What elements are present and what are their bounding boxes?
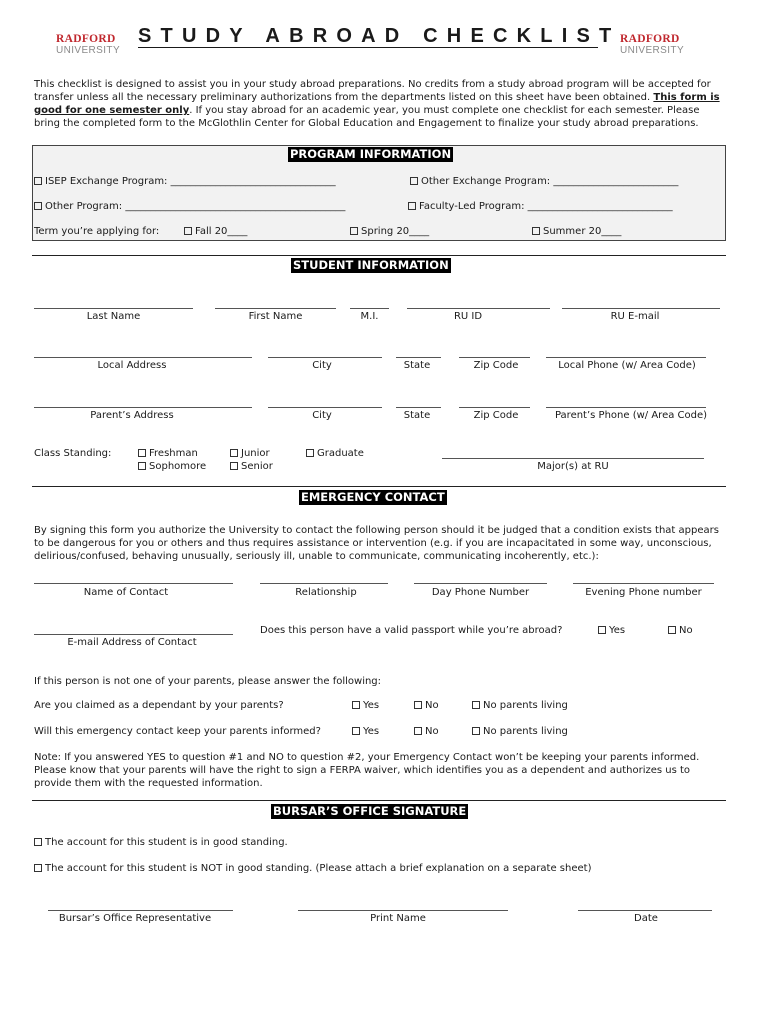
parents-intro: If this person is not one of your parents, please answer the following: xyxy=(34,676,382,687)
class-standing-label: Class Standing: xyxy=(34,448,112,459)
bursar-heading: BURSAR’S OFFICE SIGNATURE xyxy=(273,804,467,818)
no-label: No xyxy=(425,700,439,711)
checkbox-icon[interactable] xyxy=(414,727,422,735)
section-divider xyxy=(32,255,726,256)
fall-label: Fall 20____ xyxy=(195,226,248,237)
term-label: Term you’re applying for: xyxy=(34,226,160,237)
section-divider xyxy=(32,800,726,801)
first-name-label: First Name xyxy=(248,311,303,322)
majors-label: Major(s) at RU xyxy=(537,461,609,472)
logo-line2: UNIVERSITY xyxy=(620,45,685,56)
day-phone-field[interactable] xyxy=(414,583,547,584)
local-phone-field[interactable] xyxy=(546,357,706,358)
first-name-field[interactable] xyxy=(215,308,336,309)
yes-label: Yes xyxy=(363,700,380,711)
passport-question: Does this person have a valid passport while you’re abroad? xyxy=(260,625,563,636)
freshman-option[interactable] xyxy=(138,448,198,460)
state-label: State xyxy=(403,360,431,371)
q1-no-option[interactable] xyxy=(414,700,439,712)
page-title: STUDY ABROAD CHECKLIST xyxy=(138,25,621,47)
mi-label: M.I. xyxy=(360,311,379,322)
checkbox-icon[interactable] xyxy=(34,177,42,185)
isep-label: ISEP Exchange Program: _________________________________ xyxy=(45,176,336,187)
other-program-option[interactable] xyxy=(34,201,345,213)
checkbox-icon[interactable] xyxy=(408,202,416,210)
intro-paragraph xyxy=(34,78,724,130)
isep-option[interactable] xyxy=(34,176,336,188)
ru-email-field[interactable] xyxy=(562,308,720,309)
parent-address-label: Parent’s Address xyxy=(90,410,174,421)
summer-label: Summer 20____ xyxy=(543,226,622,237)
parent-city-field[interactable] xyxy=(268,407,382,408)
student-info-heading: STUDENT INFORMATION xyxy=(293,258,449,272)
checkbox-icon[interactable] xyxy=(34,864,42,872)
checkbox-icon[interactable] xyxy=(472,701,480,709)
term-fall-option[interactable] xyxy=(184,226,247,238)
contact-email-field[interactable] xyxy=(34,634,233,635)
checkbox-icon[interactable] xyxy=(138,449,146,457)
no-label: No xyxy=(425,726,439,737)
program-info-heading: PROGRAM INFORMATION xyxy=(290,147,452,161)
contact-email-label: E-mail Address of Contact xyxy=(67,637,197,648)
last-name-label: Last Name xyxy=(86,311,141,322)
ru-id-field[interactable] xyxy=(407,308,550,309)
bursar-rep-signature-field[interactable] xyxy=(48,910,233,911)
date-label: Date xyxy=(634,913,658,924)
passport-yes-option[interactable] xyxy=(598,625,625,637)
print-name-field[interactable] xyxy=(298,910,508,911)
faculty-led-option[interactable] xyxy=(408,201,673,213)
checkbox-icon[interactable] xyxy=(230,462,238,470)
print-name-label: Print Name xyxy=(370,913,426,924)
intro-text-b: . If you stay abroad for an academic year, you must complete one checklist for each semester. Please bring the completed form to the McGlothlin Center for Global Education and Engagement to finalize your study abroad preparations. xyxy=(34,105,700,129)
checkbox-icon[interactable] xyxy=(34,838,42,846)
date-field[interactable] xyxy=(578,910,712,911)
city-label: City xyxy=(312,360,332,371)
q2-no-parents-option[interactable] xyxy=(472,726,568,738)
intro-bold-note: This form is good for one semester only xyxy=(34,92,720,116)
logo-line1: RADFORD xyxy=(56,33,116,45)
city-label: City xyxy=(312,410,332,421)
local-zip-field[interactable] xyxy=(459,357,530,358)
parent-address-field[interactable] xyxy=(34,407,252,408)
parent-phone-field[interactable] xyxy=(546,407,706,408)
state-label: State xyxy=(403,410,431,421)
q2-no-option[interactable] xyxy=(414,726,439,738)
radford-logo-left xyxy=(56,33,121,59)
sophomore-option[interactable] xyxy=(138,461,206,473)
no-parents-label: No parents living xyxy=(483,700,568,711)
mi-field[interactable] xyxy=(350,308,389,309)
passport-no-option[interactable] xyxy=(668,625,693,637)
question-1: Are you claimed as a dependant by your parents? xyxy=(34,700,284,711)
parent-zip-field[interactable] xyxy=(459,407,530,408)
intro-text-a: This checklist is designed to assist you in your study abroad preparations. No credits from a study abroad program will be accepted for transfer unless all the necessary preliminary authorizations from the departments listed on this sheet have been obtained. xyxy=(34,79,711,103)
freshman-label: Freshman xyxy=(149,448,198,459)
checkbox-icon[interactable] xyxy=(350,227,358,235)
contact-name-label: Name of Contact xyxy=(83,587,169,598)
checkbox-icon[interactable] xyxy=(230,449,238,457)
term-summer-option[interactable] xyxy=(532,226,621,238)
bursar-rep-label: Bursar’s Office Representative xyxy=(58,913,212,924)
yes-label: Yes xyxy=(363,726,380,737)
checkbox-icon[interactable] xyxy=(352,727,360,735)
local-address-field[interactable] xyxy=(34,357,252,358)
evening-phone-field[interactable] xyxy=(573,583,714,584)
checkbox-icon[interactable] xyxy=(138,462,146,470)
contact-name-field[interactable] xyxy=(34,583,233,584)
emergency-contact-heading: EMERGENCY CONTACT xyxy=(301,490,445,504)
relationship-field[interactable] xyxy=(260,583,388,584)
last-name-field[interactable] xyxy=(34,308,193,309)
day-phone-label: Day Phone Number xyxy=(431,587,530,598)
radford-logo-right xyxy=(620,33,685,59)
checkbox-icon[interactable] xyxy=(352,701,360,709)
good-standing-option[interactable] xyxy=(34,837,288,849)
no-parents-label: No parents living xyxy=(483,726,568,737)
checkbox-icon[interactable] xyxy=(414,701,422,709)
q1-yes-option[interactable] xyxy=(352,700,379,712)
checkbox-icon[interactable] xyxy=(668,626,676,634)
faculty-led-label: Faculty-Led Program: _____________________________ xyxy=(419,201,673,212)
sophomore-label: Sophomore xyxy=(149,461,207,472)
other-exchange-label: Other Exchange Program: _________________________ xyxy=(421,176,679,187)
ru-id-label: RU ID xyxy=(453,311,483,322)
majors-field[interactable] xyxy=(442,458,704,459)
checkbox-icon[interactable] xyxy=(532,227,540,235)
yes-label: Yes xyxy=(609,625,626,636)
other-program-label: Other Program: ____________________________________________ xyxy=(45,201,346,212)
no-label: No xyxy=(679,625,693,636)
graduate-option[interactable] xyxy=(306,448,364,460)
term-spring-option[interactable] xyxy=(350,226,429,238)
spring-label: Spring 20____ xyxy=(361,226,430,237)
checkbox-icon[interactable] xyxy=(472,727,480,735)
not-good-standing-option[interactable] xyxy=(34,863,591,875)
checkbox-icon[interactable] xyxy=(410,177,418,185)
q1-no-parents-option[interactable] xyxy=(472,700,568,712)
other-exchange-option[interactable] xyxy=(410,176,678,188)
parent-state-field[interactable] xyxy=(396,407,441,408)
checkbox-icon[interactable] xyxy=(306,449,314,457)
local-city-field[interactable] xyxy=(268,357,382,358)
zip-label: Zip Code xyxy=(473,410,519,421)
emergency-authorization-text: By signing this form you authorize the University to contact the following person should it be judged that a condition exists that appears to be dangerous for you or others and thus requires assistance or intervention (e.g. if you are incapacitated in some way, unconscious, delirious/confused, behaving unusually, seriously ill, unable to communicate, communicating incoherently, etc.): xyxy=(34,525,719,562)
evening-phone-label: Evening Phone number xyxy=(585,587,702,598)
section-divider xyxy=(32,486,726,487)
logo-line1: RADFORD xyxy=(620,33,680,45)
relationship-label: Relationship xyxy=(295,587,357,598)
parent-phone-label: Parent’s Phone (w/ Area Code) xyxy=(554,410,708,421)
junior-option[interactable] xyxy=(230,448,270,460)
local-address-label: Local Address xyxy=(97,360,167,371)
checkbox-icon[interactable] xyxy=(34,202,42,210)
local-phone-label: Local Phone (w/ Area Code) xyxy=(558,360,696,371)
zip-label: Zip Code xyxy=(473,360,519,371)
senior-label: Senior xyxy=(241,461,273,472)
checkbox-icon[interactable] xyxy=(598,626,606,634)
q2-yes-option[interactable] xyxy=(352,726,379,738)
ferpa-note: Note: If you answered YES to question #1 and NO to question #2, your Emergency Contact won’t be keeping your parents informed. Please know that your parents will have the right to sign a FERPA waiver, which identifies you as a dependent and authorizes us to provide them with the requested information. xyxy=(34,752,700,789)
graduate-label: Graduate xyxy=(317,448,364,459)
checkbox-icon[interactable] xyxy=(184,227,192,235)
logo-line2: UNIVERSITY xyxy=(56,45,121,56)
good-standing-label: The account for this student is in good standing. xyxy=(45,837,288,848)
senior-option[interactable] xyxy=(230,461,273,473)
question-2: Will this emergency contact keep your parents informed? xyxy=(34,726,321,737)
local-state-field[interactable] xyxy=(396,357,441,358)
junior-label: Junior xyxy=(241,448,270,459)
ru-email-label: RU E-mail xyxy=(610,311,660,322)
not-good-standing-label: The account for this student is NOT in good standing. (Please attach a brief explanation on a separate sheet) xyxy=(45,863,592,874)
